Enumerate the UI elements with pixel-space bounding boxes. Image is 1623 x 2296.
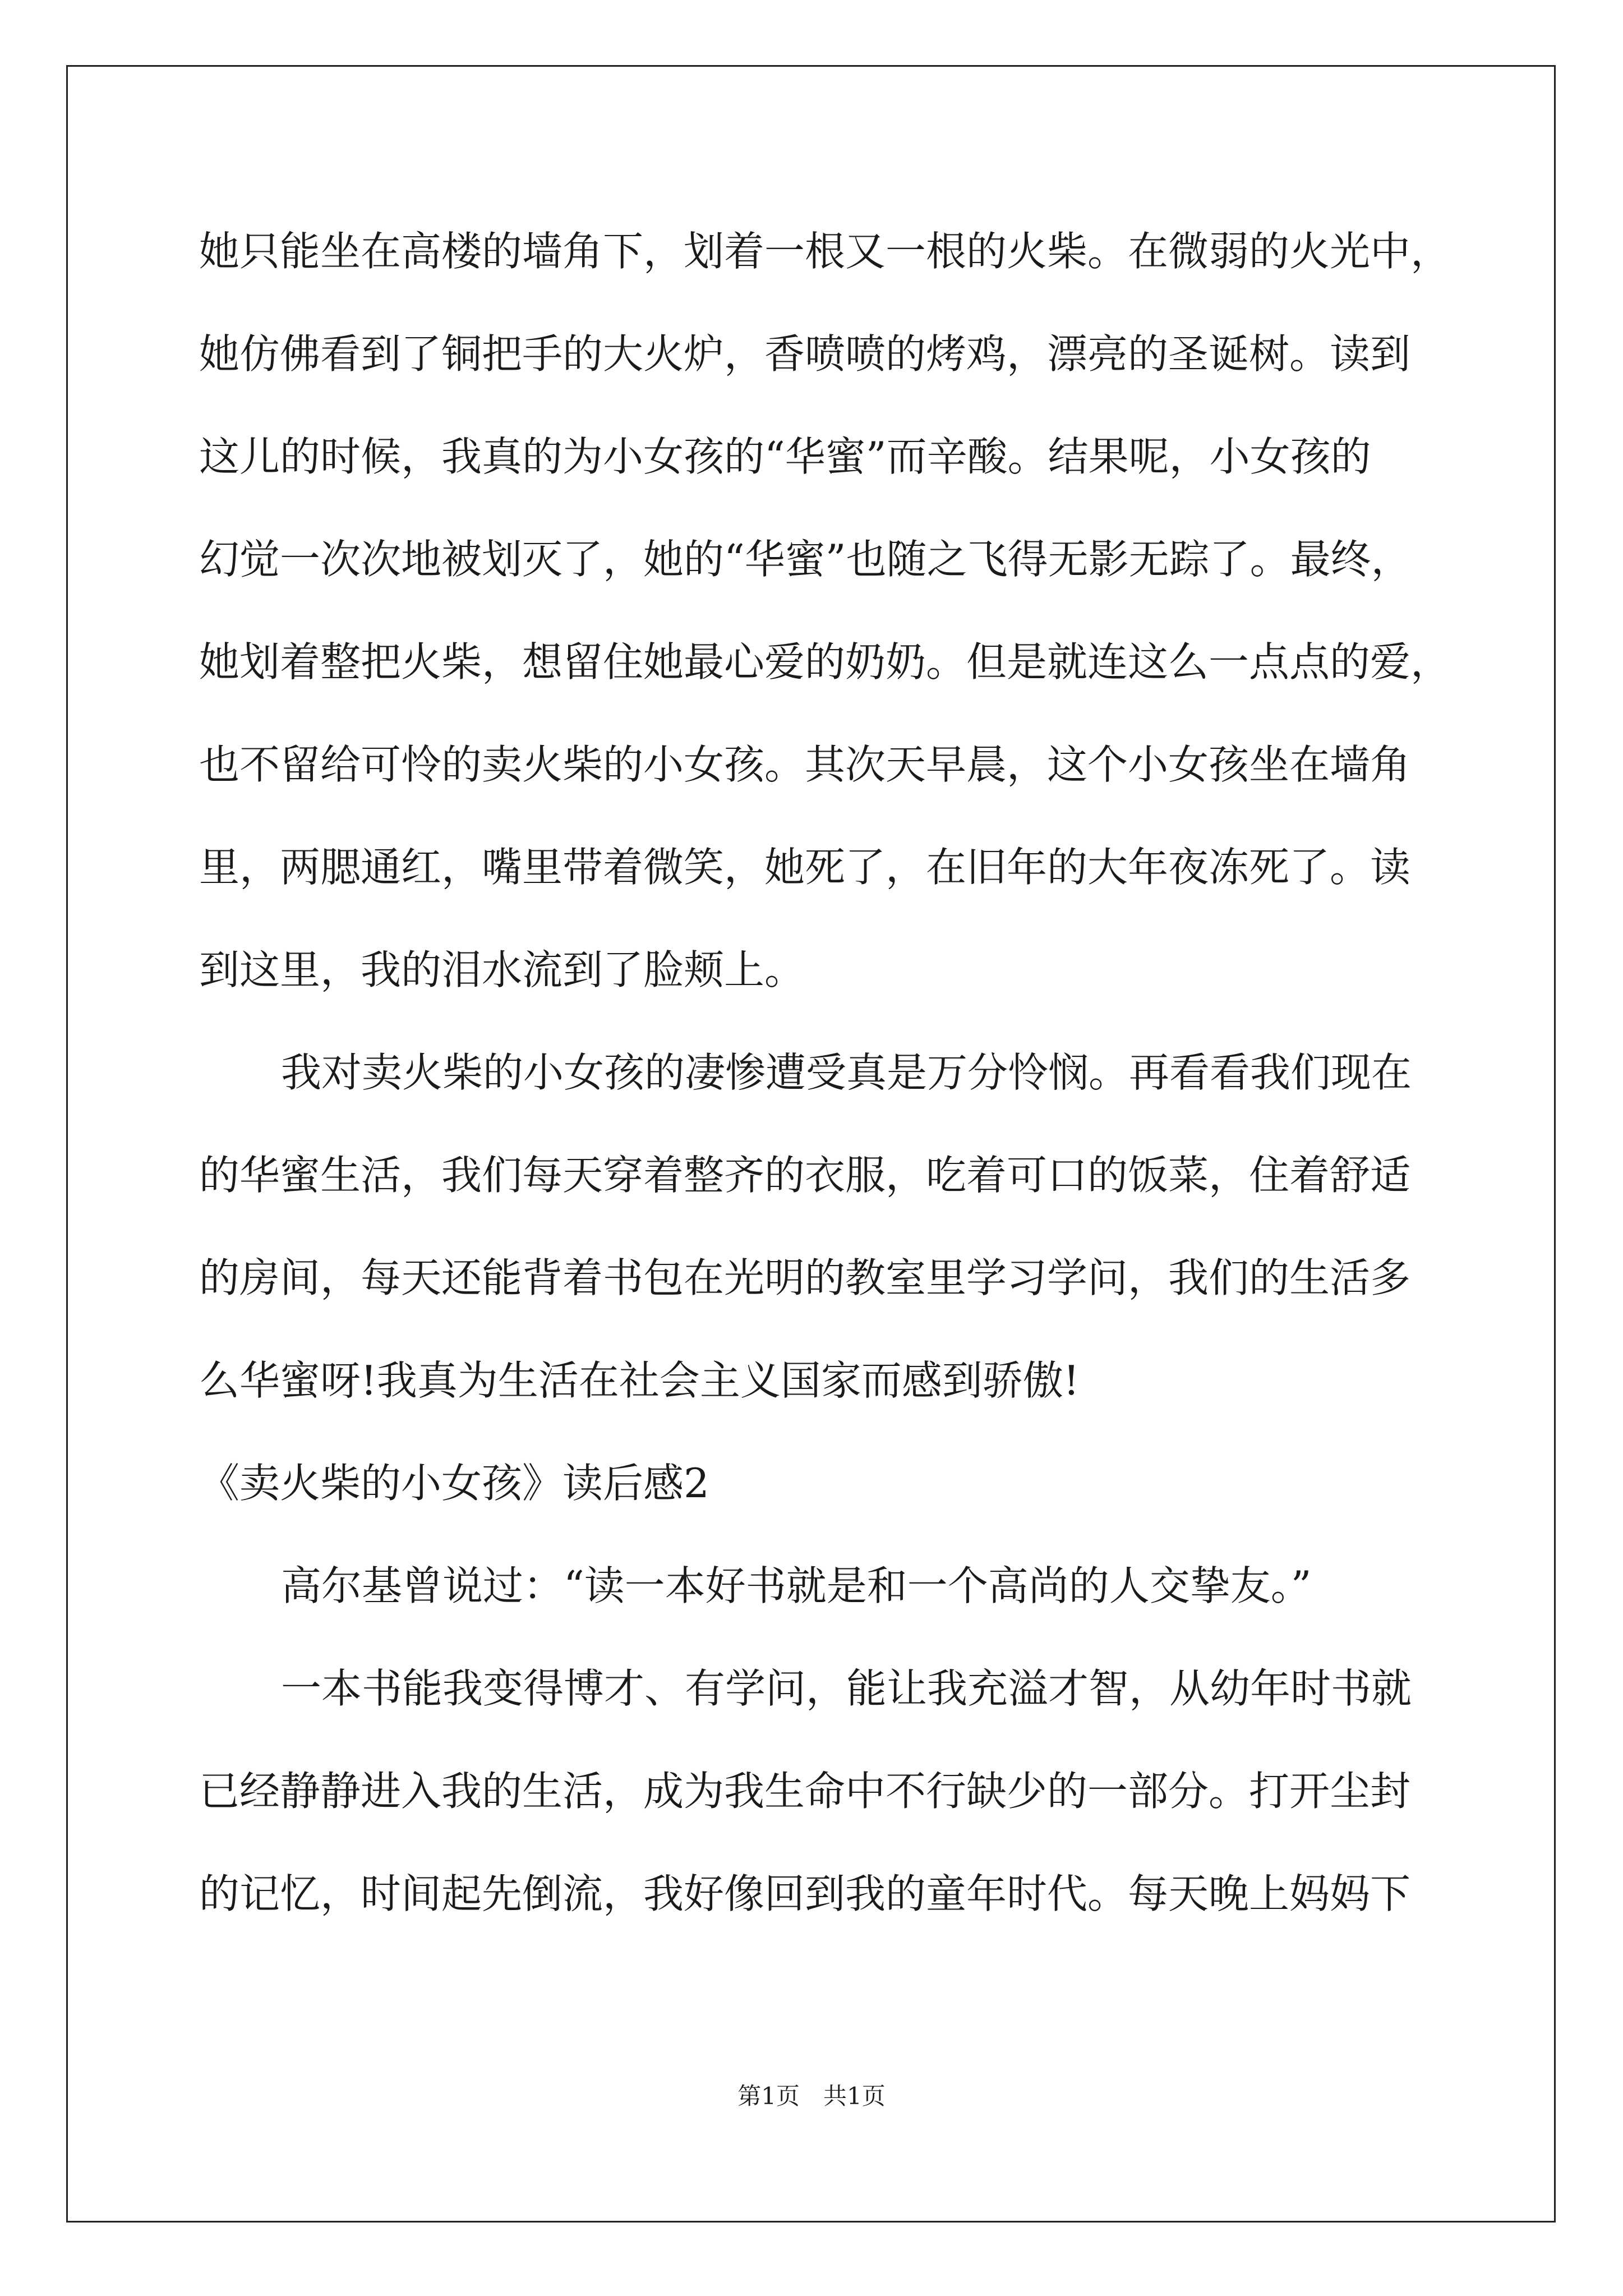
paragraph-line: 到这里，我的泪水流到了脸颊上。 <box>199 946 805 993</box>
page-footer: 第1页 共1页 <box>737 2082 886 2110</box>
paragraph-line: 她只能坐在高楼的墙角下，划着一根又一根的火柴。在微弱的火光中， <box>199 228 1451 275</box>
paragraph-line: 她划着整把火柴，想留住她最心爱的奶奶。但是就连这么一点点的爱， <box>199 638 1451 685</box>
paragraph-line: 我对卖火柴的小女孩的凄惨遭受真是万分怜悯。再看看我们现在 <box>281 1049 1412 1096</box>
paragraph-line: 也不留给可怜的卖火柴的小女孩。其次天早晨，这个小女孩坐在墙角 <box>199 741 1411 788</box>
paragraph-line: 里，两腮通红，嘴里带着微笑，她死了，在旧年的大年夜冻死了。读 <box>199 844 1411 891</box>
paragraph-line: 幻觉一次次地被划灭了，她的“华蜜”也随之飞得无影无踪了。最终， <box>199 536 1412 583</box>
paragraph-line: 的华蜜生活，我们每天穿着整齐的衣服，吃着可口的饭菜，住着舒适 <box>199 1152 1411 1199</box>
paragraph-line: 她仿佛看到了铜把手的大火炉，香喷喷的烤鸡，漂亮的圣诞树。读到 <box>199 330 1411 378</box>
paragraph-line: 的记忆，时间起先倒流，我好像回到我的童年时代。每天晚上妈妈下 <box>199 1870 1411 1917</box>
paragraph-line: 的房间，每天还能背着书包在光明的教室里学习学问，我们的生活多 <box>199 1254 1411 1301</box>
paragraph-line: 一本书能我变得博才、有学问，能让我充溢才智，从幼年时书就 <box>281 1665 1412 1712</box>
paragraph-line: 这儿的时候，我真的为小女孩的“华蜜”而辛酸。结果呢，小女孩的 <box>199 433 1371 480</box>
paragraph-line: 已经静静进入我的生活，成为我生命中不行缺少的一部分。打开尘封 <box>199 1768 1411 1815</box>
paragraph-line: 高尔基曾说过：“读一本好书就是和一个高尚的人交挚友。” <box>281 1562 1312 1609</box>
section-heading: 《卖火柴的小女孩》读后感2 <box>199 1460 709 1507</box>
paragraph-line: 么华蜜呀!我真为生活在社会主义国家而感到骄傲! <box>199 1357 1080 1404</box>
